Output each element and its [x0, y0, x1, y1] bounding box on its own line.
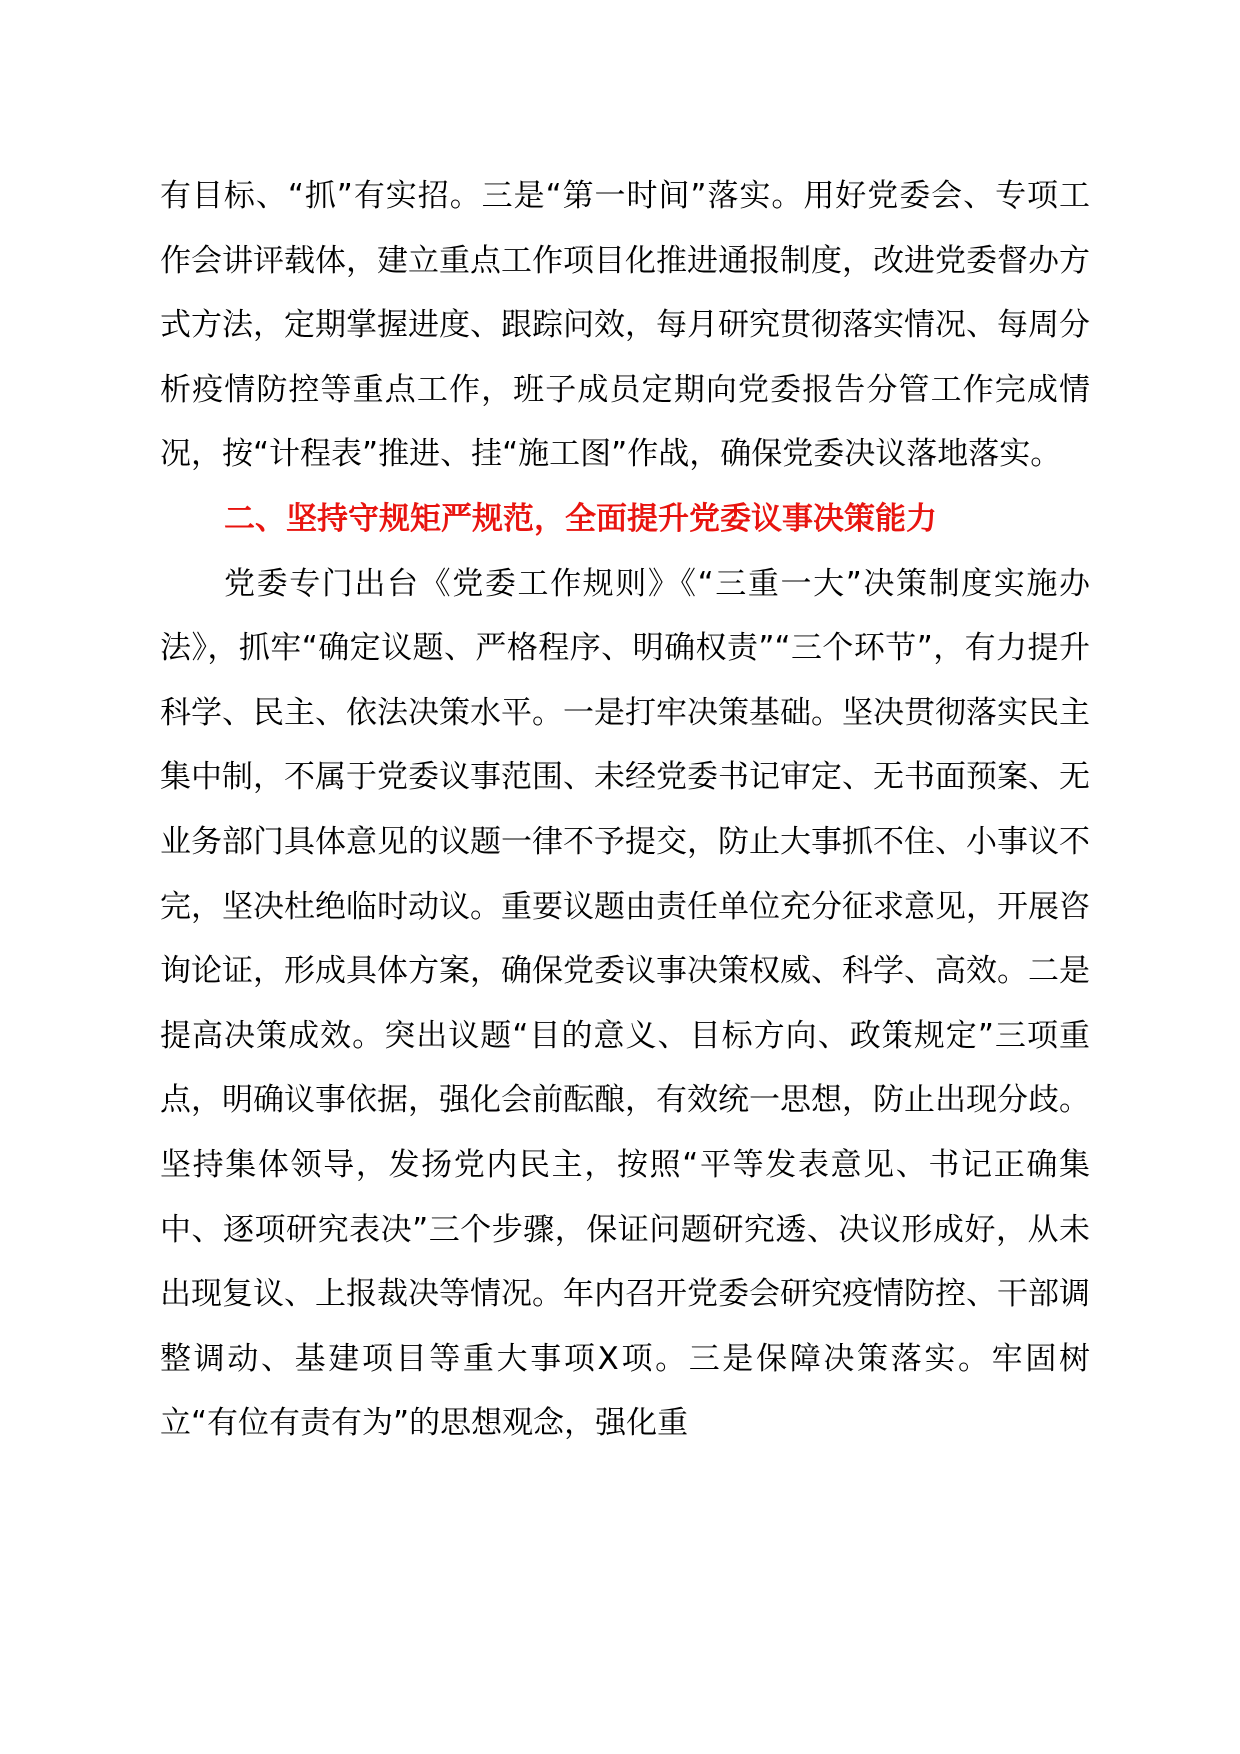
- section-heading: 二、坚持守规矩严规范，全面提升党委议事决策能力: [224, 500, 937, 537]
- document-page: [160, 164, 1090, 1456]
- paragraph-section-two: 党委专门出台《党委工作规则》《“三重一大”决策制度实施办法》，抓牢“确定议题、严格程序、明确权责”“三个环节”，有力提升科学、民主、依法决策水平。一是打牢决策基础。坚决贯彻落实民主集中制，不属于党委议事范围、未经党委书记审定、无书面预案、无业务部门具体意见的议题一律不予提交，防止大事抓不住、小事议不完，坚决杜绝临时动议。重要议题由责任单位充分征求意见，开展咨询论证，形成具体方案，确保党委议事决策权威、科学、高效。二是提高决策成效。突出议题“目的意义、目标方向、政策规定”三项重点，明确议事依据，强化会前酝酿，有效统一思想，防止出现分歧。坚持集体领导，发扬党内民主，按照“平等发表意见、书记正确集中、逐项研究表决”三个步骤，保证问题研究透、决议形成好，从未出现复议、上报裁决等情况。年内召开党委会研究疫情防控、干部调整调动、基建项目等重大事项X项。三是保障决策落实。牢固树立“有位有责有为”的思想观念，强化重: [160, 565, 1090, 1442]
- paragraph-continued: 有目标、“抓”有实招。三是“第一时间”落实。用好党委会、专项工作会讲评载体，建立重点工作项目化推进通报制度，改进党委督办方式方法，定期掌握进度、跟踪问效，每月研究贯彻落实情况、每周分析疫情防控等重点工作，班子成员定期向党委报告分管工作完成情况，按“计程表”推进、挂“施工图”作战，确保党委决议落地落实。: [160, 178, 1090, 473]
